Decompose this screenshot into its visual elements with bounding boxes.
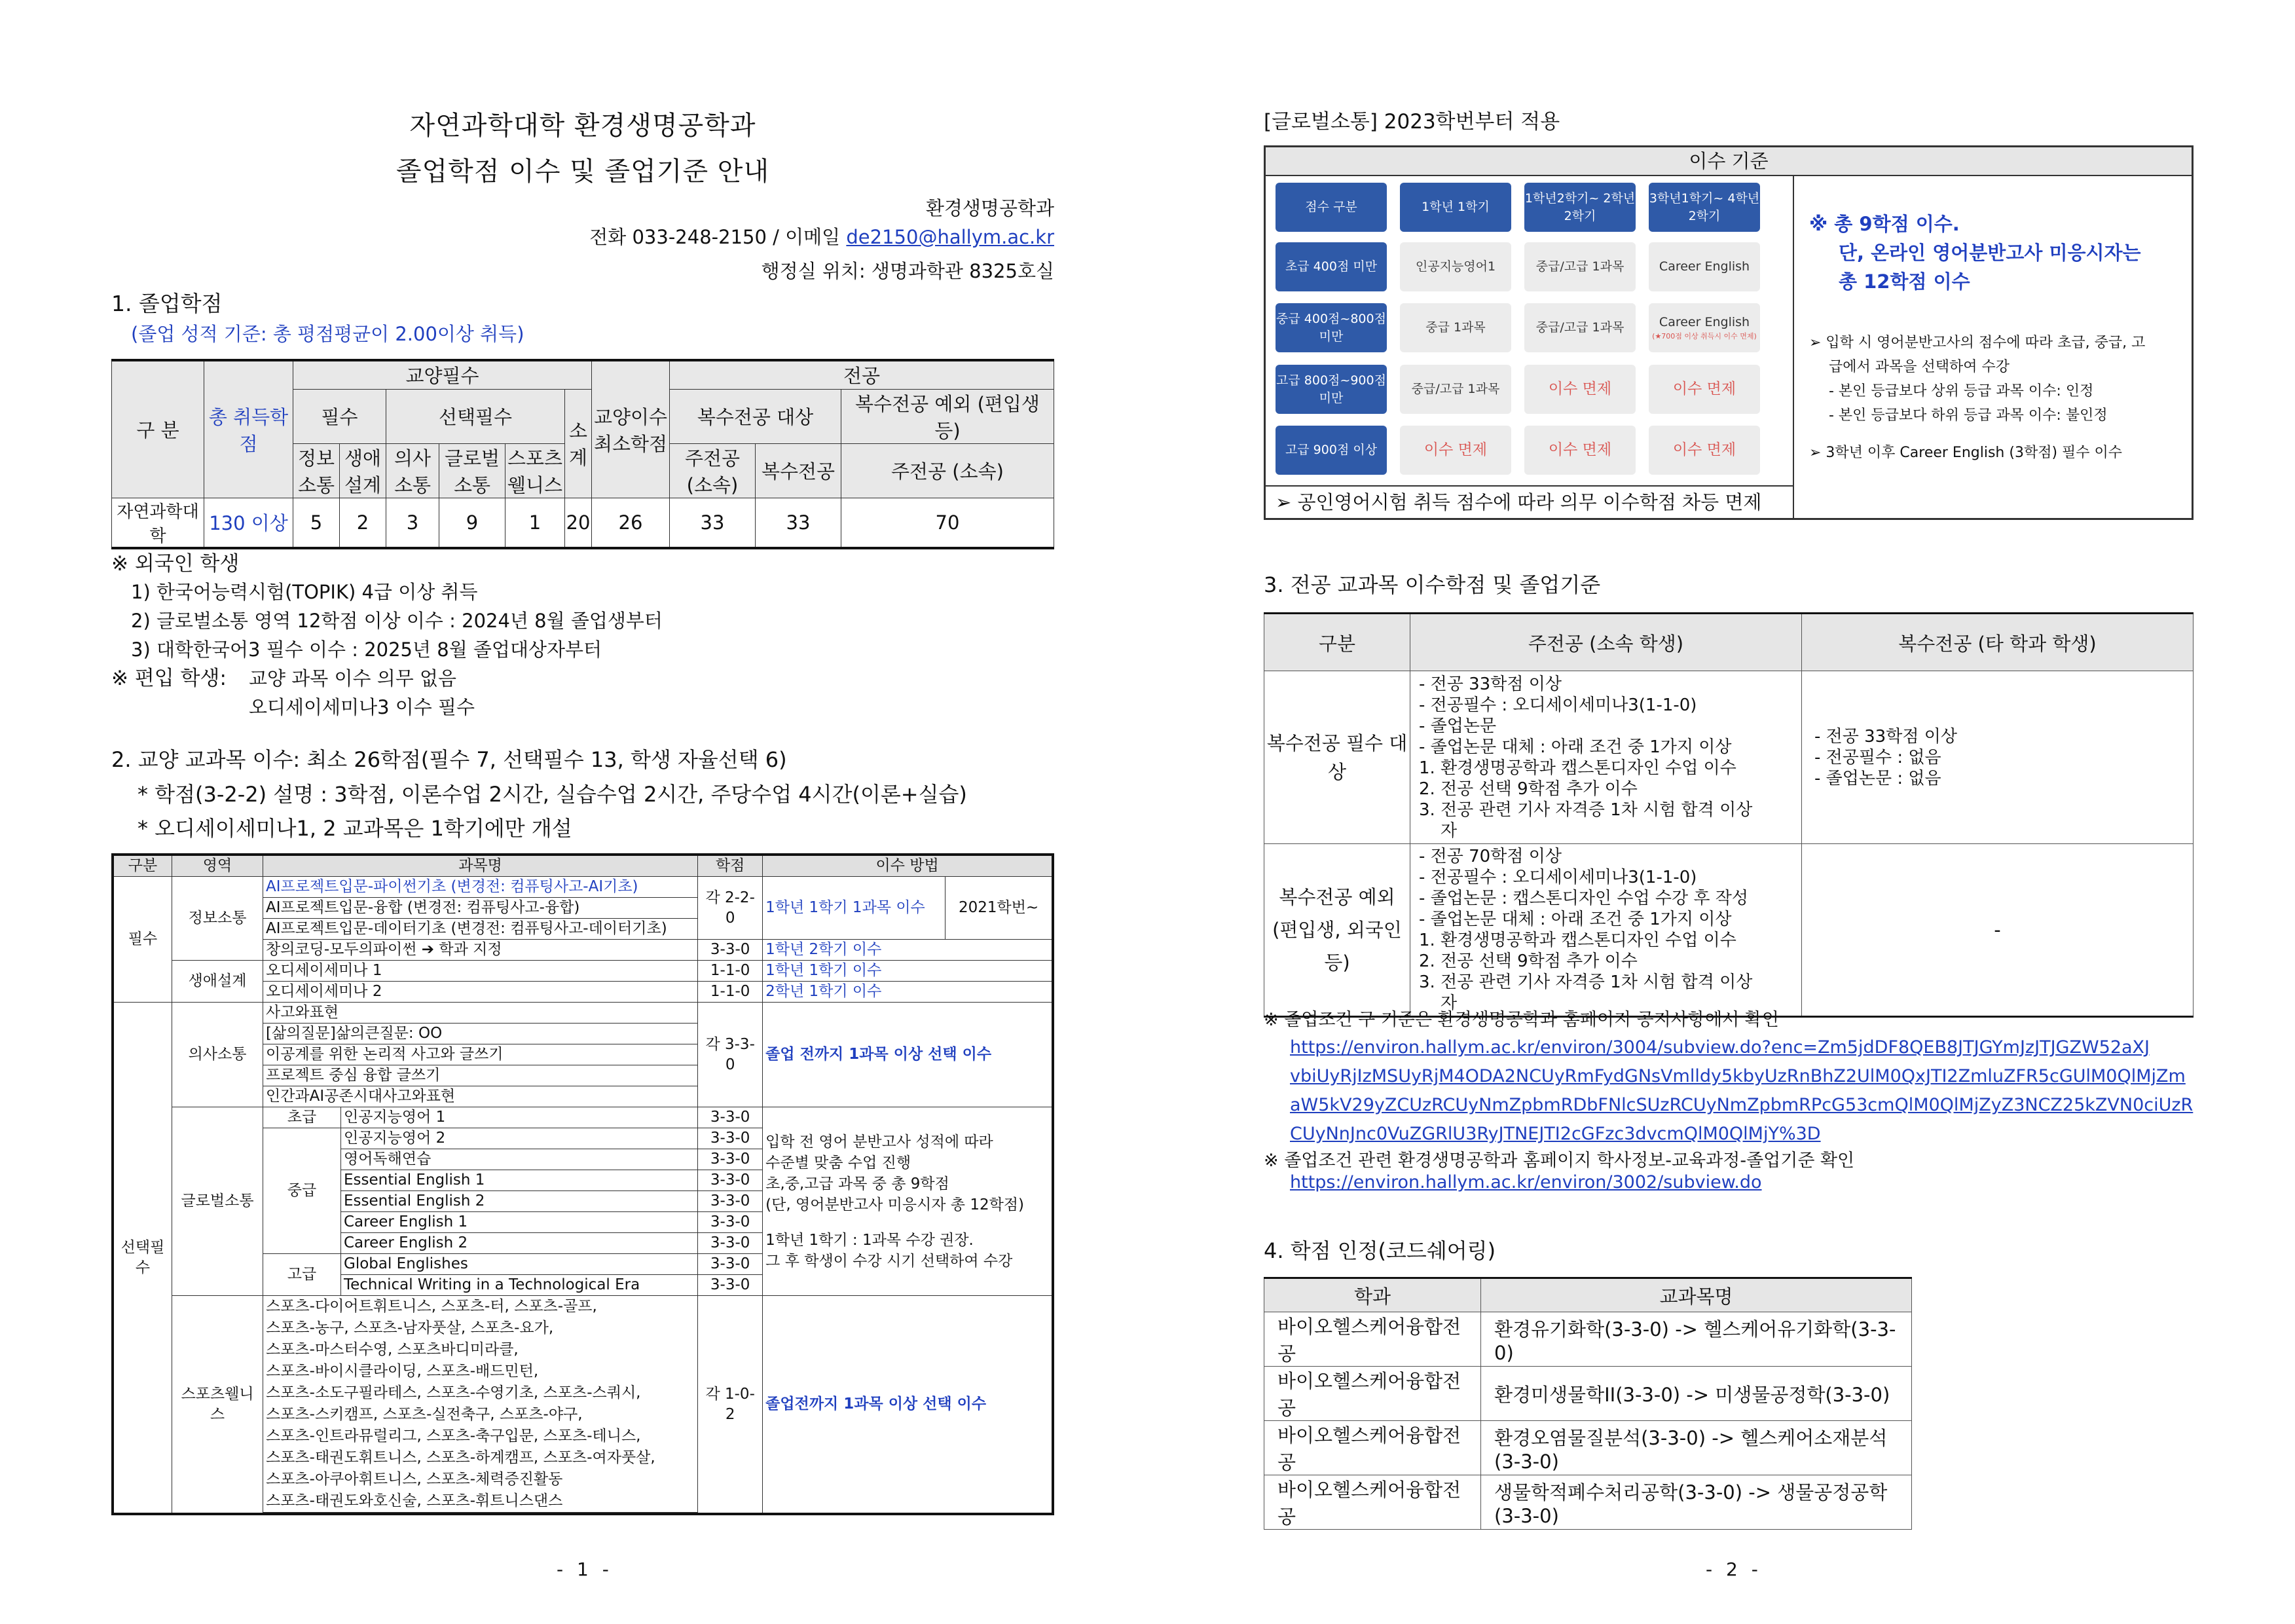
t4-r3-course: 환경오염물질분석(3-3-0) -> 헬스케어소재분석(3-3-0) [1481,1421,1912,1475]
t3-r2-main-2: - 전공필수 : 오디세이세미나3(1-1-0) [1419,868,1697,887]
grid-row-2-note: (★700점 이상 취득시 이수 면제) [1652,332,1757,341]
t2-global-course-3: 영어독해연습 [341,1149,698,1170]
note-line-4: - 본인 등급보다 하위 등급 과목 이수: 불인정 [1829,407,2108,424]
t1-val-5: 1 [505,498,565,548]
note-line-1: ➢ 입학 시 영어분반고사의 점수에 따라 초급, 중급, 고 [1809,335,2146,351]
liberal-arts-table [111,853,1054,1515]
t1-sogye: 소계 [565,389,592,498]
std-head: 이수 기준 [1266,147,2192,176]
t2-comm-course-3: 이공계를 위한 논리적 사고와 글쓰기 [263,1044,698,1065]
t2-comm-course-4: 프로젝트 중심 융합 글쓰기 [263,1065,698,1086]
t3-r1-double [1802,671,2194,844]
t2-global-course-1: 인공지능영어 1 [341,1107,698,1128]
t3-gubun: 구분 [1264,614,1410,671]
t1-sub-3: 글로벌소통 [439,443,505,498]
t2-sport-line-4: 스포츠-바이시클라이딩, 스포츠-배드민턴, [266,1363,539,1380]
t2-comm-course-2: [삶의질문]삶의큰질문: OO [263,1024,698,1044]
t2-coding: 창의코딩-모두의파이썬 ➔ 학과 지정 [263,940,698,961]
t2-global-course-8: Global Englishes [341,1254,698,1275]
t3-r1-main-3: - 졸업논문 [1419,716,1497,736]
t1-sub-1: 생애설계 [340,443,386,498]
url-1 [1290,1033,2193,1149]
note-gap [1809,428,2145,441]
t2-comm: 의사소통 [172,1003,263,1107]
t1-boksu: 복수전공 대상 [670,389,841,443]
t2-h-4: 이수 방법 [763,855,1053,877]
credit-summary [1809,210,2141,296]
graduation-credit-table [111,359,1054,549]
t2-global-method-4: (단, 영어분반고사 미응시자 총 12학점) [765,1196,1024,1213]
t3-r2-main [1410,844,1802,1017]
note-graduation-standard: ※ 졸업조건 관련 환경생명공학과 홈페이지 학사정보-교육과정-졸업기준 확인 [1264,1151,1855,1171]
total-9: ※ 총 9학점 이수. [1809,213,1960,235]
t4-h2: 교과목명 [1481,1278,1912,1312]
t2-coding-credit: 3-3-0 [698,940,763,961]
t1-jj2: 주전공 (소속) [841,443,1054,498]
total-12-b: 총 12학점 이수 [1839,270,1970,293]
page-2 [1264,0,2194,1624]
t1-val-3: 3 [386,498,439,548]
note-line-6: ➢ 3학년 이후 Career English (3학점) 필수 이수 [1809,445,2123,461]
t3-r1-main-5: 1. 환경생명공학과 캡스톤디자인 수업 이수 [1419,758,1736,778]
t3-r1-main-8: 자 [1419,821,1458,841]
grid-row-3-cell-2: 이수 면제 [1524,365,1636,414]
t2-global-course-6: Career English 1 [341,1212,698,1233]
t1-bj: 복수전공 [756,443,841,498]
t2-global-method-gap [765,1215,1049,1230]
t1-row-label: 자연과학대학 [112,498,204,548]
t3-r1-double-1: - 전공 33학점 이상 [1814,726,1957,747]
grid-head-1: 1학년 1학기 [1400,183,1511,232]
t2-comm-method: 졸업 전까지 1과목 이상 선택 이수 [763,1003,1053,1107]
t3-r2-main-6: 2. 전공 선택 9학점 추가 이수 [1419,951,1638,971]
t1-val-9: 33 [756,498,841,548]
t1-val-10: 70 [841,498,1054,548]
t2-sport-line-10: 스포츠-태권도와호신술, 스포츠-휘트니스댄스 [266,1492,563,1509]
t2-comm-credit: 각 3-3-0 [698,1003,763,1107]
grid-head-0: 점수 구분 [1276,183,1387,232]
t4-r3-dept: 바이오헬스케어융합전공 [1264,1421,1481,1475]
t2-ody2-credit: 1-1-0 [698,982,763,1003]
t2-info-year: 2021학번~ [946,877,1053,940]
t2-sport-line-5: 스포츠-소도구필라테스, 스포츠-수영기초, 스포츠-스쿼시, [266,1384,641,1401]
code-sharing-table [1264,1277,1912,1530]
grid-row-2-cell-3-text: Career English [1659,315,1750,329]
t2-global-credit-6: 3-3-0 [698,1212,763,1233]
t2-pilsu: 필수 [113,877,172,1003]
t4-h1: 학과 [1264,1278,1481,1312]
grid-row-3-cell-1: 중급/고급 1과목 [1400,365,1511,414]
t2-global-credit-5: 3-3-0 [698,1191,763,1212]
t2-h-3: 학점 [698,855,763,877]
t2-sport-line-11 [263,1513,698,1515]
t2-global: 글로벌소통 [172,1107,263,1296]
t3-r1-main-7: 3. 전공 관련 기사 자격증 1차 시험 합격 이상 [1419,800,1753,820]
t4-r4-course: 생물학적폐수처리공학(3-3-0) -> 생물공정공학(3-3-0) [1481,1475,1912,1530]
t2-level-basic: 초급 [263,1107,341,1128]
url-1-line-3[interactable]: aW5kV29yZCUzRCUyNmZpbmRDbFNlcSUzRCUyNmZpbmRPcG53cmQlM0QlMjZyZ3NCZ25kZVN0ciUzR [1290,1095,2194,1115]
t2-global-credit-7: 3-3-0 [698,1233,763,1254]
t1-val-6: 20 [565,498,592,548]
t2-global-method-1: 입학 전 영어 분반고사 성적에 따라 [765,1133,993,1151]
t2-life: 생애설계 [172,961,263,1003]
t3-r2-label: 복수전공 예외 (편입생, 외국인 등) [1264,844,1410,1017]
t2-ody2: 오디세이세미나 2 [263,982,698,1003]
grid-row-2-cell-3 [1649,303,1760,352]
t1-boksu-ex: 복수전공 예외 (편입생 등) [841,389,1054,443]
foreign-heading: ※ 외국인 학생 [111,552,240,576]
t1-val-1: 5 [293,498,340,548]
t3-r1-main [1410,671,1802,844]
t2-global-method-2: 수준별 맞춤 수업 진행 [765,1154,911,1172]
note-line-3: - 본인 등급보다 상위 등급 과목 이수: 인정 [1829,383,2094,399]
t1-total: 총 취득학점 [204,360,293,498]
t2-sport-line-1: 스포츠-다이어트휘트니스, 스포츠-터, 스포츠-골프, [266,1298,597,1315]
t1-val-0: 130 이상 [204,498,293,548]
t2-global-course-2: 인공지능영어 2 [341,1128,698,1149]
foreign-item-3: 3) 대학한국어3 필수 이수 : 2025년 8월 졸업대상자부터 [131,638,602,661]
t1-val-7: 26 [592,498,670,548]
t3-r2-main-4: - 졸업논문 대체 : 아래 조건 중 1가지 이상 [1419,910,1732,929]
doc-title-1: 자연과학대학 환경생명공학과 [409,111,756,141]
t2-comm-course-1: 사고와표현 [263,1003,698,1024]
page-1 [111,0,1054,1624]
t2-sport-credit: 각 1-0-2 [698,1296,763,1515]
t2-sport: 스포츠웰니스 [172,1296,263,1515]
t3-r1-label: 복수전공 필수 대상 [1264,671,1410,844]
t2-info-course-3: AI프로젝트입문-데이터기초 (변경전: 컴퓨팅사고-데이터기초) [263,919,698,940]
t2-global-course-4: Essential English 1 [341,1170,698,1191]
t4-r2-course: 환경미생물학II(3-3-0) -> 미생물공정학(3-3-0) [1481,1367,1912,1421]
t2-sport-line-3: 스포츠-마스터수영, 스포츠바디미라클, [266,1341,519,1358]
url-1-line-2[interactable]: vbiUyRjIzMSUyRjM4ODA2NCUyRmFydGNsVmlldy5kbyUzRnBhZ2UlM0QxJTI2ZmluZFR5cGUlM0QlMjZm [1290,1066,2186,1086]
contact-line [589,223,1054,249]
t2-h-0: 구분 [113,855,172,877]
t1-gyoyang: 교양필수 [293,360,592,389]
foreign-item-1: 1) 한국어능력시험(TOPIK) 4급 이상 취득 [131,581,478,603]
transfer-line-2: 오디세이세미나3 이수 필수 [249,696,475,718]
grid-footer: ➢ 공인영어시험 취득 점수에 따라 의무 이수학점 차등 면제 [1276,491,1762,513]
t2-global-course-5: Essential English 2 [341,1191,698,1212]
t2-info-credit: 각 2-2-0 [698,877,763,940]
grid-row-2-label: 중급 400점~800점 미만 [1276,303,1387,352]
t3-r2-main-8: 자 [1419,993,1458,1013]
grid-row-4-cell-2: 이수 면제 [1524,426,1636,475]
page-number-1: - 1 - [557,1559,613,1580]
dept-name: 환경생명공학과 [925,197,1054,219]
box-divider [1793,175,1794,518]
grid-head-3: 3학년1학기~ 4학년 2학기 [1649,183,1760,232]
section-2-bullet-1: * 학점(3-2-2) 설명 : 3학점, 이론수업 2시간, 실습수업 2시간, 주당수업 4시간(이론+실습) [138,782,967,807]
english-notes [1809,331,2145,465]
section-1-title: 1. 졸업학점 [111,291,223,316]
t1-jj: 주전공 (소속) [670,443,756,498]
section-2-title: 2. 교양 교과목 이수: 최소 26학점(필수 7, 선택필수 13, 학생 자율선택 6) [111,747,787,772]
url-1-line-1[interactable]: https://environ.hallym.ac.kr/environ/3004/subview.do?enc=Zm5jdDF8QEB8JTJGYmJzJTJGZW52aXJ [1290,1037,2150,1058]
t3-r1-main-2: - 전공필수 : 오디세이세미나3(1-1-0) [1419,695,1697,715]
t3-r2-double: - [1802,844,2194,1017]
t2-sport-line-9: 스포츠-아쿠아휘트니스, 스포츠-체력증진활동 [266,1471,563,1488]
global-heading: [글로벌소통] 2023학번부터 적용 [1264,110,1560,134]
t2-level-high: 고급 [263,1254,341,1296]
t2-info: 정보소통 [172,877,263,961]
t3-r2-main-3: - 졸업논문 : 캡스톤디자인 수업 수강 후 작성 [1419,889,1748,908]
email-link[interactable]: de2150@hallym.ac.kr [846,226,1054,248]
t3-r1-main-1: - 전공 33학점 이상 [1419,674,1562,694]
grid-head-2: 1학년2학기~ 2학년 2학기 [1524,183,1636,232]
section-1-note: (졸업 성적 기준: 총 평점평균이 2.00이상 취득) [131,323,524,345]
foreign-item-2: 2) 글로벌소통 영역 12학점 이상 이수 : 2024년 8월 졸업생부터 [131,610,663,632]
section-4-title: 4. 학점 인정(코드쉐어링) [1264,1238,1496,1263]
t1-seontaek: 선택필수 [386,389,565,443]
t2-sport-courses [263,1296,698,1513]
grid-row-3-cell-3: 이수 면제 [1649,365,1760,414]
doc-title-2: 졸업학점 이수 및 졸업기준 안내 [395,157,770,187]
t2-global-credit-1: 3-3-0 [698,1107,763,1128]
t1-val-2: 2 [340,498,386,548]
note-old-standard: ※ 졸업조건 구 기준은 환경생명공학과 홈페이지 공지사항에서 확인 [1264,1010,1779,1030]
box-footer-divider [1266,485,1793,487]
t3-double: 복수전공 (타 학과 학생) [1802,614,2194,671]
grid-row-1-cell-1: 인공지능영어1 [1400,242,1511,291]
grid-row-4-label: 고급 900점 이상 [1276,426,1387,475]
t3-main: 주전공 (소속 학생) [1410,614,1802,671]
t2-global-credit-4: 3-3-0 [698,1170,763,1191]
t2-h-2: 과목명 [263,855,698,877]
major-credit-table [1264,612,2194,1018]
t2-sport-line-7: 스포츠-인트라뮤럴리그, 스포츠-축구입문, 스포츠-테니스, [266,1428,641,1445]
t3-r1-main-6: 2. 전공 선택 9학점 추가 이수 [1419,779,1638,799]
t1-gyoyang-min: 교양이수 최소학점 [592,360,670,498]
page-number-2: - 2 - [1706,1559,1762,1580]
t2-info-course-1: AI프로젝트입문-파이썬기초 (변경전: 컴퓨팅사고-AI기초) [263,877,698,898]
t4-r1-dept: 바이오헬스케어융합전공 [1264,1312,1481,1367]
transfer-heading: ※ 편입 학생: [111,667,227,690]
t2-ody1-method: 1학년 1학기 이수 [763,961,1053,982]
grid-row-4-cell-1: 이수 면제 [1400,426,1511,475]
t2-sport-method: 졸업전까지 1과목 이상 선택 이수 [763,1296,1053,1515]
t3-r1-double-3: - 졸업논문 : 없음 [1814,768,1941,788]
url-2[interactable]: https://environ.hallym.ac.kr/environ/3002/subview.do [1290,1172,1762,1192]
note-line-2: 급에서 과목을 선택하여 수강 [1829,359,2010,375]
t2-coding-method: 1학년 2학기 이수 [763,940,1053,961]
total-12-a: 단, 온라인 영어분반고사 미응시자는 [1839,242,2141,264]
t4-r1-course: 환경유기화학(3-3-0) -> 헬스케어유기화학(3-3-0) [1481,1312,1912,1367]
t3-r1-double-2: - 전공필수 : 없음 [1814,747,1941,767]
t2-ody1-credit: 1-1-0 [698,961,763,982]
t2-global-credit-8: 3-3-0 [698,1254,763,1275]
grid-row-1-label: 초급 400점 미만 [1276,242,1387,291]
url-1-line-4[interactable]: CUyNnJnc0VuZGRlU3RyJTNEJTI2cGFzc3dvcmQlM0QlMjY%3D [1290,1124,1821,1144]
t1-val-8: 33 [670,498,756,548]
t2-global-method-3: 초,중,고급 과목 중 총 9학점 [765,1175,949,1192]
t2-global-method-6: 1학년 1학기 : 1과목 수강 권장. [765,1231,974,1249]
t1-sub-2: 의사소통 [386,443,439,498]
t1-gubun: 구 분 [112,360,204,498]
t1-sub-0: 정보소통 [293,443,340,498]
office-location: 행정실 위치: 생명과학관 8325호실 [761,260,1054,282]
transfer-line-1: 교양 과목 이수 의무 없음 [249,667,457,690]
t2-global-credit-3: 3-3-0 [698,1149,763,1170]
t2-ody2-method: 2학년 1학기 이수 [763,982,1053,1003]
t2-info-method: 1학년 1학기 1과목 이수 [763,877,946,940]
grid-row-2-cell-2: 중급/고급 1과목 [1524,303,1636,352]
t2-sport-line-8: 스포츠-태권도휘트니스, 스포츠-하계캠프, 스포츠-여자풋살, [266,1449,655,1466]
t1-val-4: 9 [439,498,505,548]
t1-sub-4: 스포츠웰니스 [505,443,565,498]
t2-global-method-7: 그 후 학생이 수강 시기 선택하여 수강 [765,1252,1013,1270]
grid-row-3-label: 고급 800점~900점 미만 [1276,365,1387,414]
t2-global-credit-9: 3-3-0 [698,1275,763,1296]
t4-r4-dept: 바이오헬스케어융합전공 [1264,1475,1481,1530]
t3-r2-main-1: - 전공 70학점 이상 [1419,847,1562,866]
t2-info-course-2: AI프로젝트입문-융합 (변경전: 컴퓨팅사고-융합) [263,898,698,919]
grid-row-4-cell-3: 이수 면제 [1649,426,1760,475]
t3-r1-main-4: - 졸업논문 대체 : 아래 조건 중 1가지 이상 [1419,737,1732,757]
t2-level-mid: 중급 [263,1128,341,1254]
t1-jeongong: 전공 [670,360,1054,389]
t2-global-course-9: Technical Writing in a Technological Era [341,1275,698,1296]
t4-r2-dept: 바이오헬스케어융합전공 [1264,1367,1481,1421]
t3-r2-main-5: 1. 환경생명공학과 캡스톤디자인 수업 이수 [1419,931,1736,950]
english-standard-box [1264,145,2194,520]
t2-ody1: 오디세이세미나 1 [263,961,698,982]
t2-global-method [763,1107,1053,1296]
contact-prefix: 전화 033-248-2150 / 이메일 [589,226,847,248]
t2-comm-course-5: 인간과AI공존시대사고와표현 [263,1086,698,1107]
t2-global-course-7: Career English 2 [341,1233,698,1254]
section-2-bullet-2: * 오디세이세미나1, 2 교과목은 1학기에만 개설 [138,816,572,841]
grid-row-1-cell-2: 중급/고급 1과목 [1524,242,1636,291]
t2-global-credit-2: 3-3-0 [698,1128,763,1149]
section-3-title: 3. 전공 교과목 이수학점 및 졸업기준 [1264,572,1601,597]
t2-seontaek: 선택필수 [113,1003,172,1515]
grid-row-1-cell-3: Career English [1649,242,1760,291]
grid-row-2-cell-1: 중급 1과목 [1400,303,1511,352]
t2-h-1: 영역 [172,855,263,877]
t3-r2-main-7: 3. 전공 관련 기사 자격증 1차 시험 합격 이상 [1419,972,1753,992]
t2-sport-line-2: 스포츠-농구, 스포츠-남자풋살, 스포츠-요가, [266,1320,554,1337]
t2-sport-line-6: 스포츠-스키캠프, 스포츠-실전축구, 스포츠-야구, [266,1406,583,1423]
t1-pilsu: 필수 [293,389,386,443]
